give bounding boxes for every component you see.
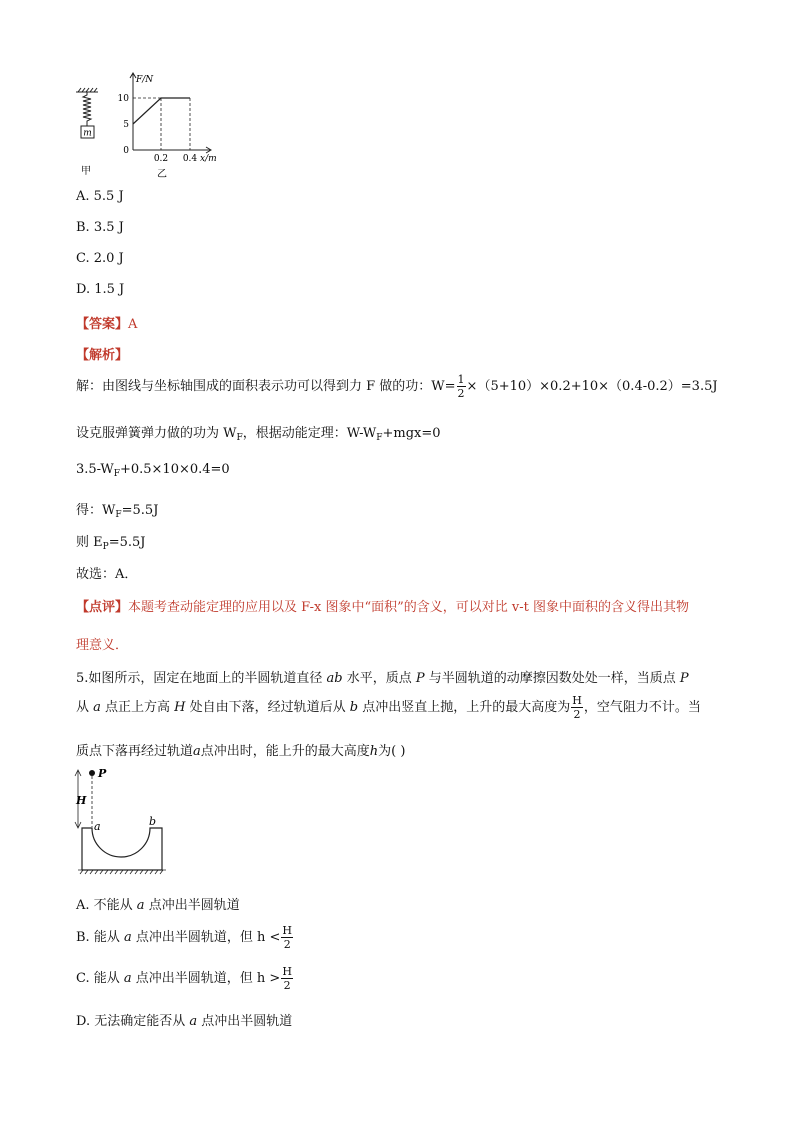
q4-option-b: B. 3.5 J [76,220,124,235]
label-jia: 甲 [81,166,91,177]
solution-line-4: 得：$W_F=5.5J$ [76,503,159,520]
figure-semicircle-track [72,764,172,884]
x-tick-0.4: 0.4 [182,154,198,164]
dashed-guides [133,98,190,150]
solution-line-6: 故选：A． [76,567,138,582]
q5-line-2: 从 a 点正上方高 H 处自由下落，经过轨道后从 b 点冲出竖直上抛，上升的最大高度为 $\frac{H}{2}$ ，空气阻力不计。当 [76,694,701,721]
solution-line-2: 设克服弹簧弹力做的功为 $W_F$，根据动能定理：$W-W_F+mgx=0$ [76,426,441,443]
figure-spring-fx-graph [70,68,230,184]
y-tick-5: 5 [123,120,129,130]
x-axis-label: x/m [200,154,217,164]
label-H: H [76,794,87,807]
comment-line-2: 理意义． [76,638,129,653]
q5-line-1: 5.如图所示，固定在地面上的半圆轨道直径 ab 水平，质点 P 与半圆轨道的动摩擦因数处处一样，当质点 P [76,671,689,686]
solution-line-1: 解：由图线与坐标轴围成的面积表示功可以得到力 F 做的功：W= $\frac{1}{2}$ ×（5+10）×0.2+10×（0.4-0.2）=3.5J [76,373,718,400]
answer-line [76,313,137,332]
mass-label: m [83,128,92,139]
y-tick-10: 10 [117,94,129,104]
q4-option-c: C. 2.0 J [76,251,124,266]
fraction-H-over-2: $\frac{H}{2}$ [572,694,582,721]
label-yi: 乙 [157,169,167,180]
comment-line-1: 【点评】本题考查动能定理的应用以及 F-x 图象中“面积”的含义，可以对比 v-t 图象中面积的含义得出其物 [76,600,689,615]
q5-option-d: D. 无法确定能否从 a 点冲出半圆轨道 [76,1014,293,1029]
spring-support [76,88,98,92]
q5-option-b: B. 能从 a 点冲出半圆轨道，但 h < $\frac{H}{2}$ [76,924,292,951]
y-tick-0: 0 [123,146,129,156]
y-axis-label: F/N [136,75,154,85]
track-block [82,828,162,870]
comment-tag: 【点评】 [76,600,129,615]
fraction-H-over-2-c: $\frac{H}{2}$ [282,965,292,992]
force-line [133,98,190,124]
x-tick-0.2: 0.2 [153,154,169,164]
q4-option-a: A. 5.5 J [76,189,124,204]
answer-tag: 【答案】 [76,317,129,332]
solution-line-3: $3.5-W_F+0.5\times 10\times 0.4=0$ [76,462,230,479]
answer-value: A [128,317,138,332]
analysis-tag: 【解析】 [76,348,129,363]
q5-option-a: A. 不能从 a 点冲出半圆轨道 [76,898,240,913]
label-P: P [98,767,107,780]
label-a: a [94,820,101,833]
particle-P [89,770,95,776]
q5-line-3: 质点下落再经过轨道a点冲出时，能上升的最大高度h为( ) [76,744,406,759]
spring [83,92,91,126]
solution-line-5: 则 $E_P=5.5J$ [76,535,146,552]
q5-option-c: C. 能从 a 点冲出半圆轨道，但 h > $\frac{H}{2}$ [76,965,292,992]
label-b: b [149,815,157,828]
q4-option-d: D. 1.5 J [76,282,125,297]
graph-axes [130,73,211,153]
fraction-one-half: $\frac{1}{2}$ [457,373,465,400]
fraction-H-over-2-b: $\frac{H}{2}$ [282,924,292,951]
